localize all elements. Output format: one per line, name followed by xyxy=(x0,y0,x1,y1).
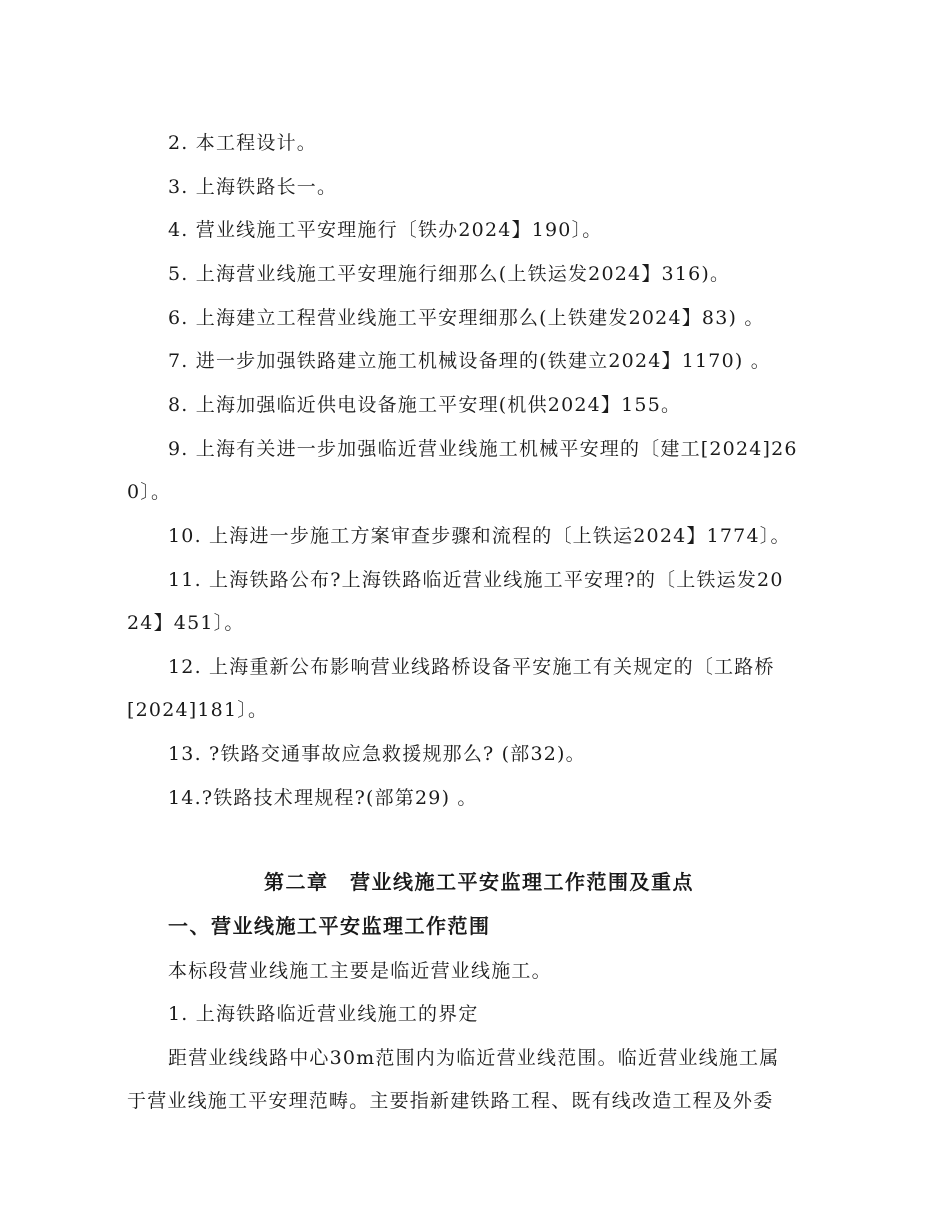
reference-item-12-continued: [2024]181〕。 xyxy=(127,699,269,721)
body-paragraph-line-2: 于营业线施工平安理范畴。主要指新建铁路工程、既有线改造工程及外委 xyxy=(127,1090,774,1112)
reference-item-13: 13. ?铁路交通事故应急救援规那么? (部32)。 xyxy=(168,743,586,765)
reference-item-2: 2. 本工程设计。 xyxy=(168,132,317,154)
body-paragraph-line-1: 距营业线线路中心30m范围内为临近营业线范围。临近营业线施工属 xyxy=(168,1047,780,1069)
reference-item-9: 9. 上海有关进一步加强临近营业线施工机械平安理的〔建工[2024]26 xyxy=(168,438,798,460)
reference-item-9-continued: 0〕。 xyxy=(127,481,172,503)
reference-item-8: 8. 上海加强临近供电设备施工平安理(机供2024】155。 xyxy=(168,394,682,416)
reference-item-6: 6. 上海建立工程营业线施工平安理细那么(上铁建发2024】83) 。 xyxy=(168,307,765,329)
reference-item-7: 7. 进一步加强铁路建立施工机械设备理的(铁建立2024】1170) 。 xyxy=(168,350,771,372)
section-title: 一、营业线施工平安监理工作范围 xyxy=(168,914,491,938)
reference-item-11-continued: 24】451〕。 xyxy=(127,612,245,634)
reference-item-14: 14.?铁路技术理规程?(部第29) 。 xyxy=(168,787,478,809)
reference-item-5: 5. 上海营业线施工平安理施行细那么(上铁运发2024】316)。 xyxy=(168,263,731,285)
reference-item-12: 12. 上海重新公布影响营业线路桥设备平安施工有关规定的〔工路桥 xyxy=(168,656,775,678)
reference-item-4: 4. 营业线施工平安理施行〔铁办2024】190〕。 xyxy=(168,219,603,241)
chapter-title: 第二章 营业线施工平安监理工作范围及重点 xyxy=(264,870,694,894)
reference-item-3: 3. 上海铁路长一。 xyxy=(168,176,338,198)
body-paragraph-intro: 本标段营业线施工主要是临近营业线施工。 xyxy=(168,960,552,982)
reference-item-10: 10. 上海进一步施工方案审查步骤和流程的〔上铁运2024】1774〕。 xyxy=(168,525,791,547)
reference-item-11: 11. 上海铁路公布?上海铁路临近营业线施工平安理?的〔上铁运发20 xyxy=(168,569,784,591)
body-subheading-1: 1. 上海铁路临近营业线施工的界定 xyxy=(168,1003,479,1025)
